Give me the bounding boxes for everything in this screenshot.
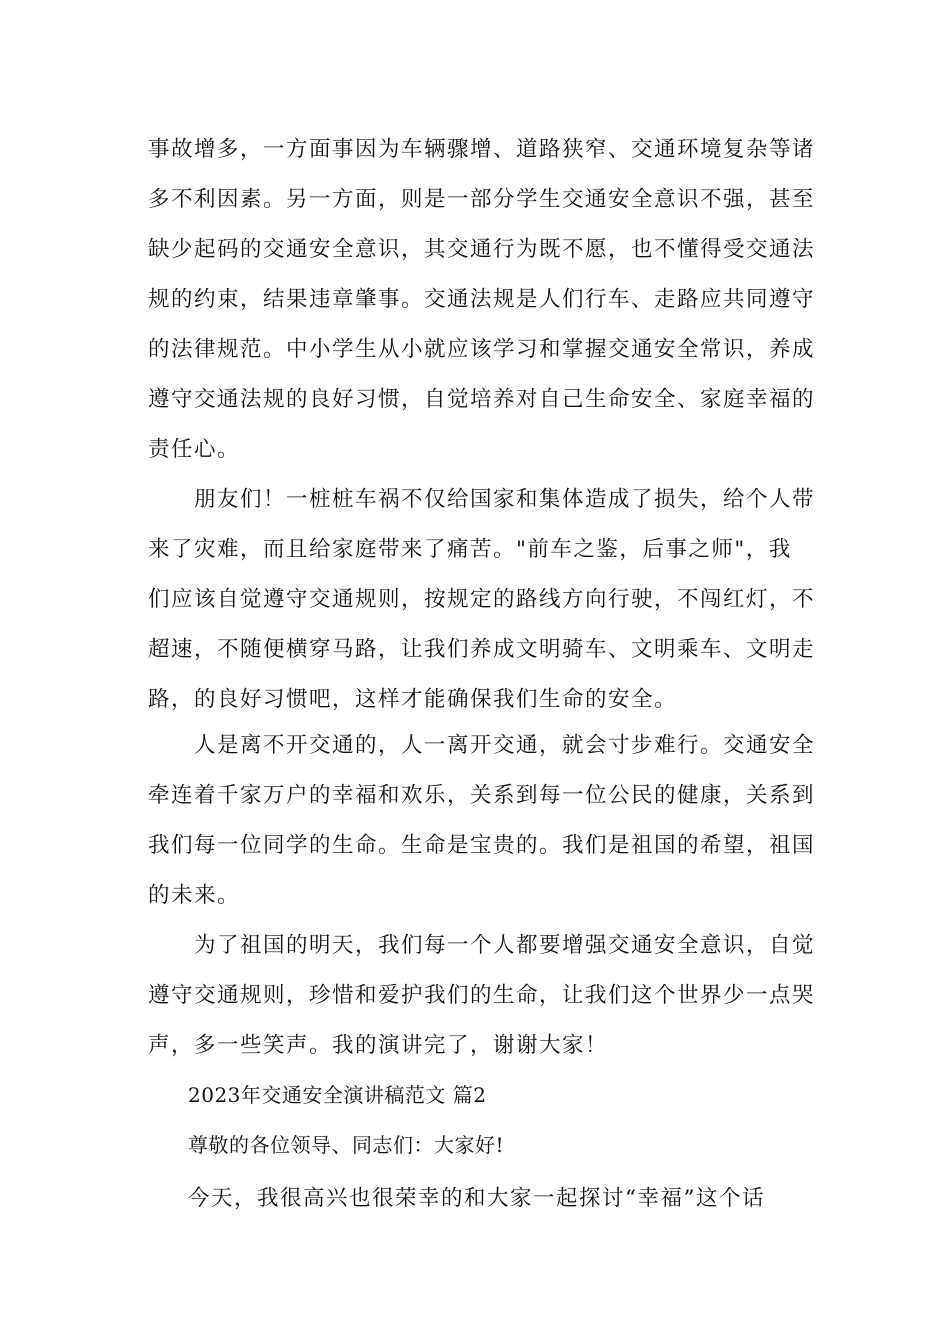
text-line: 超速，不随便横穿马路，让我们养成文明骑车、文明乘车、文明走 — [148, 637, 816, 662]
text-line: 责任心。 — [148, 437, 241, 462]
text-line: 事故增多，一方面事因为车辆骤增、道路狭窄、交通环境复杂等诸 — [148, 137, 816, 162]
text-line: 牵连着千家万户的幸福和欢乐，关系到每一位公民的健康，关系到 — [148, 783, 816, 808]
text-line: 声，多一些笑声。我的演讲完了，谢谢大家！ — [148, 1033, 609, 1058]
greeting-line: 尊敬的各位领导、同志们：大家好! — [188, 1133, 505, 1157]
paragraph-5 — [148, 1174, 808, 1224]
text-line: 来了灾难，而且给家庭带来了痛苦。"前车之鉴，后事之师"，我 — [148, 537, 792, 562]
text-line: 路，的良好习惯吧，这样才能确保我们生命的安全。 — [148, 687, 678, 712]
paragraph-2 — [148, 475, 816, 725]
text-line: 的法律规范。中小学生从小就应该学习和掌握交通安全常识，养成 — [148, 337, 816, 362]
text-line: 我们每一位同学的生命。生命是宝贵的。我们是祖国的希望，祖国 — [148, 833, 816, 858]
text-line: 的未来。 — [148, 883, 241, 908]
text-line: 遵守交通法规的良好习惯，自觉培养对自己生命安全、家庭幸福的 — [148, 387, 816, 412]
paragraph-3 — [148, 721, 816, 921]
text-line: 人是离不开交通的，人一离开交通，就会寸步难行。交通安全 — [148, 733, 816, 758]
paragraph-4 — [148, 921, 816, 1071]
text-line: 缺少起码的交通安全意识，其交通行为既不愿，也不懂得受交通法 — [148, 237, 816, 262]
text-line: 多不利因素。另一方面，则是一部分学生交通安全意识不强，甚至 — [148, 187, 816, 212]
paragraph-1 — [148, 125, 816, 475]
text-line: 们应该自觉遵守交通规则，按规定的路线方向行驶，不闯红灯，不 — [148, 587, 816, 612]
text-line: 遵守交通规则，珍惜和爱护我们的生命，让我们这个世界少一点哭 — [148, 983, 816, 1008]
text-line: 今天，我很高兴也很荣幸的和大家一起探讨“幸福”这个话 — [188, 1186, 765, 1211]
text-line: 为了祖国的明天，我们每一个人都要增强交通安全意识，自觉 — [148, 933, 816, 958]
text-line: 规的约束，结果违章肇事。交通法规是人们行车、走路应共同遵守 — [148, 287, 816, 312]
text-line: 朋友们！一桩桩车祸不仅给国家和集体造成了损失，给个人带 — [148, 487, 816, 512]
section-heading: 2023年交通安全演讲稿范文 篇2 — [188, 1083, 487, 1107]
